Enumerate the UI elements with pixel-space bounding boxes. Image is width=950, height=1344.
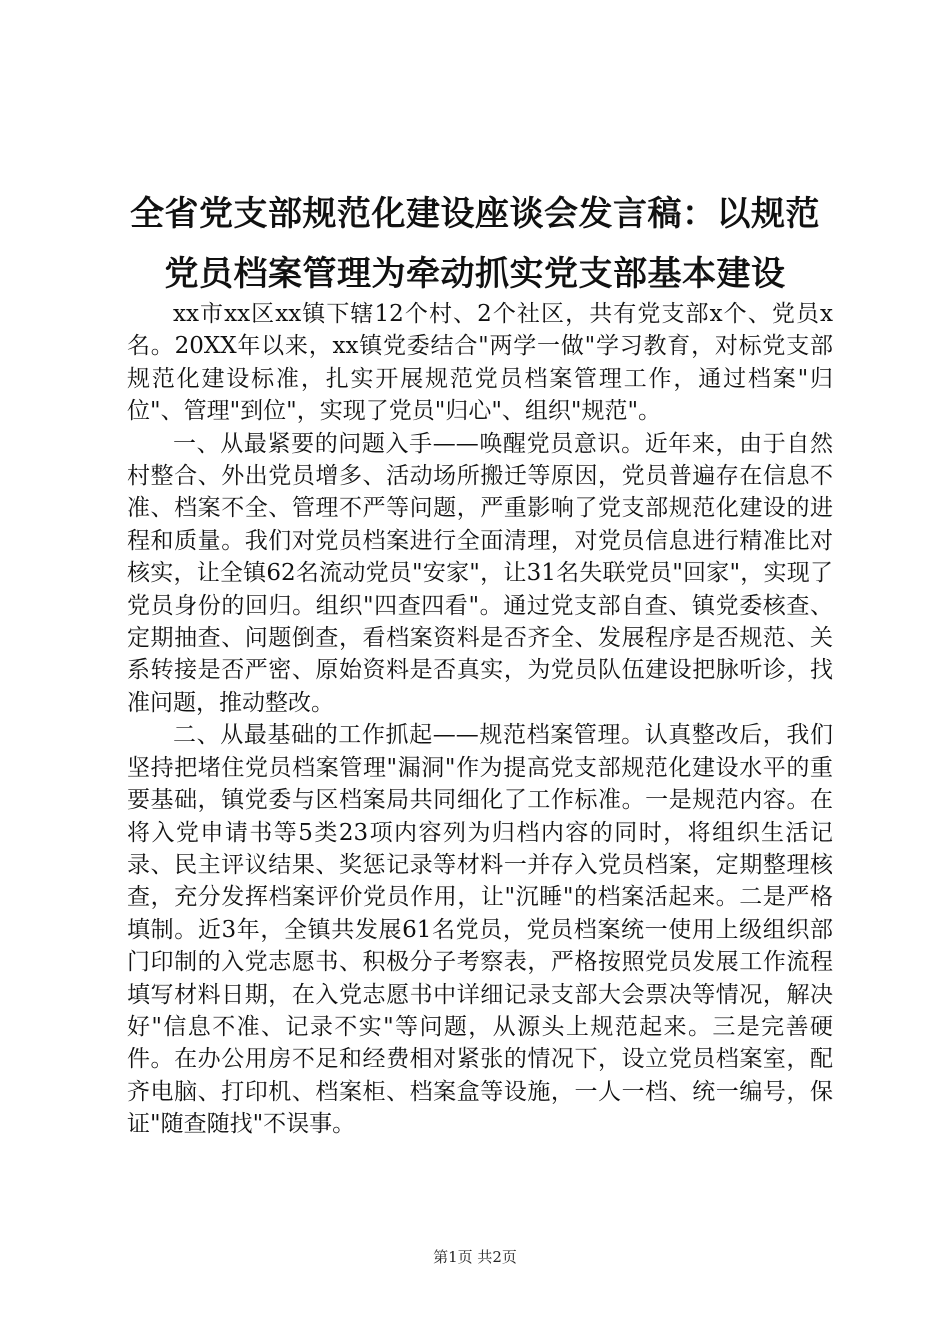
title-line-1: 全省党支部规范化建设座谈会发言稿：以规范 [130, 194, 820, 234]
paragraph-section-1: 一、从最紧要的问题入手——唤醒党员意识。近年来，由于自然村整合、外出党员增多、活动场所搬迁等原因，党员普遍存在信息不准、档案不全、管理不严等问题，严重影响了党支部规范化建设的进程和质量。我们对党员档案进行全面清理，对党员信息进行精准比对核实，让全镇62名流动党员"安家"，让31名失联党员"回家"，实现了党员身份的回归。组织"四查四看"。通过党支部自查、镇党委核查、定期抽查、问题倒查，看档案资料是否齐全、发展程序是否规范、关系转接是否严密、原始资料是否真实，为党员队伍建设把脉听诊，找准问题，推动整改。 [127, 430, 833, 716]
document-body [127, 298, 833, 1141]
paragraph-section-2: 二、从最基础的工作抓起——规范档案管理。认真整改后，我们坚持把堵住党员档案管理"漏洞"作为提高党支部规范化建设水平的重要基础，镇党委与区档案局共同细化了工作标准。一是规范内容。在将入党申请书等5类23项内容列为归档内容的同时，将组织生活记录、民主评议结果、奖惩记录等材料一并存入党员档案，定期整理核查，充分发挥档案评价党员作用，让"沉睡"的档案活起来。二是严格填制。近3年，全镇共发展61名党员，党员档案统一使用上级组织部门印制的入党志愿书、积极分子考察表，严格按照党员发展工作流程填写材料日期，在入党志愿书中详细记录支部大会票决等情况，解决好"信息不准、记录不实"等问题，从源头上规范起来。三是完善硬件。在办公用房不足和经费相对紧张的情况下，设立党员档案室，配齐电脑、打印机、档案柜、档案盒等设施，一人一档、统一编号，保证"随查随找"不误事。 [127, 722, 833, 1138]
document-title [110, 184, 840, 304]
paragraph-intro: xx市xx区xx镇下辖12个村、2个社区，共有党支部x个、党员x名。20XX年以来，xx镇党委结合"两学一做"学习教育，对标党支部规范化建设标准，扎实开展规范党员档案管理工作，通过档案"归位"、管理"到位"，实现了党员"归心"、组织"规范"。 [127, 301, 833, 425]
title-line-2: 党员档案管理为牵动抓实党支部基本建设 [164, 254, 786, 294]
page-footer: 第1页 共2页 [433, 1248, 517, 1266]
